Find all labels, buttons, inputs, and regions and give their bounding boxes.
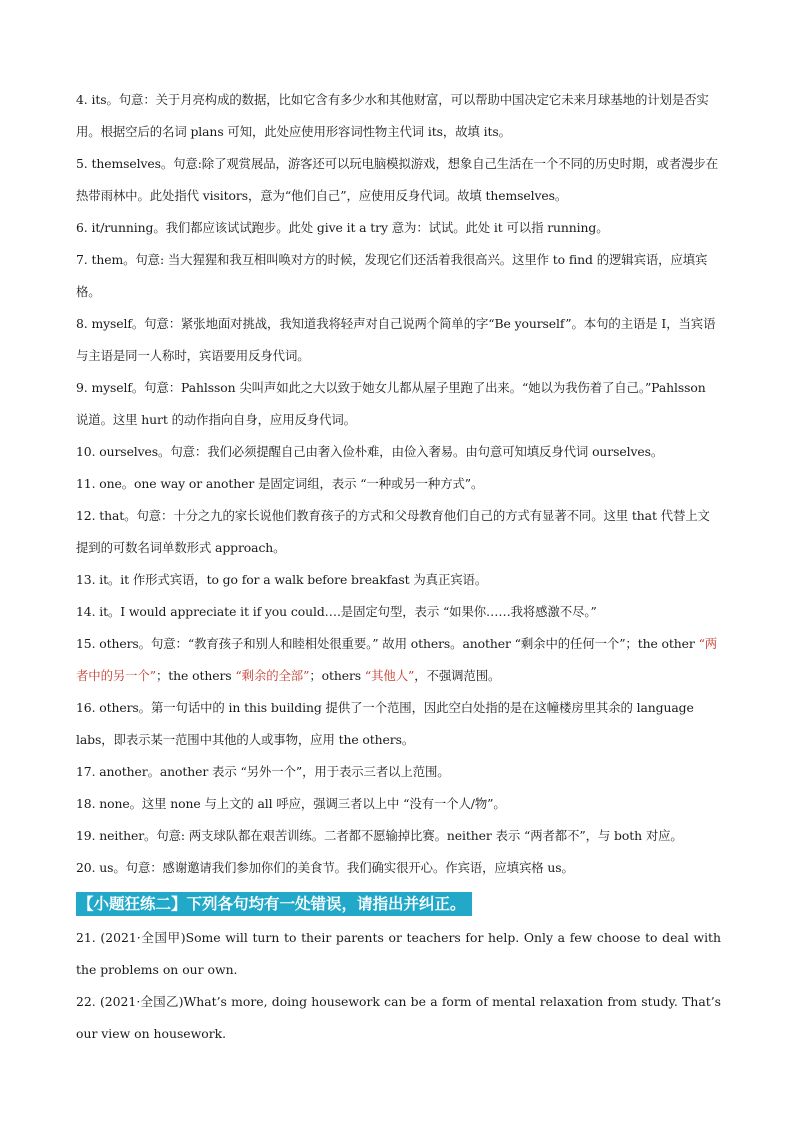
- answer-12: 12. that。句意：十分之九的家长说他们教育孩子的方式和父母教育他们自己的方式有显著不同。这里 that 代替上文提到的可数名词单数形式 approach。: [76, 508, 710, 555]
- answer-6: 6. it/running。我们都应该试试跑步。此处 give it a try 意为：试试。此处 it 可以指 running。: [76, 220, 609, 235]
- answer-7: 7. them。句意: 当大猩猩和我互相叫唤对方的时候，发现它们还活着我很高兴。这里作 to find 的逻辑宾语，应填宾格。: [76, 252, 708, 299]
- answer-15-text-c: ；others: [309, 668, 365, 683]
- answer-13: 13. it。it 作形式宾语，to go for a walk before breakfast 为真正宾语。: [76, 572, 488, 587]
- answer-16: 16. others。第一句话中的 in this building 提供了一个范围，因此空白处指的是在这幢楼房里其余的 language labs，即表示某一范围中其他的人或事物，应用 the others。: [76, 700, 694, 747]
- answer-14: 14. it。I would appreciate it if you could….是固定句型，表示 “如果你……我将感激不尽。”: [76, 604, 597, 619]
- answer-11: 11. one。one way or another 是固定词组，表示 “一种或另一种方式”。: [76, 476, 484, 491]
- answer-18: 18. none。这里 none 与上文的 all 呼应，强调三者以上中 “没有一个人/物”。: [76, 796, 506, 811]
- answer-15-highlight-1: “两者中的另一个”: [76, 636, 718, 683]
- answer-15-text-d: ，不强调范围。: [414, 668, 501, 683]
- answer-9: 9. myself。句意：Pahlsson 尖叫声如此之大以致于她女儿都从屋子里跑了出来。“她以为我伤着了自己。”Pahlsson 说道。这里 hurt 的动作指向自身，应用反身代词。: [76, 380, 706, 427]
- answer-10: 10. ourselves。句意：我们必须提醒自己由奢入俭朴难，由俭入奢易。由句意可知填反身代词 ourselves。: [76, 444, 664, 459]
- answer-20: 20. us。句意：感谢邀请我们参加你们的美食节。我们确实很开心。作宾语，应填宾格 us。: [76, 860, 574, 875]
- answer-15-text-b: ；the others: [155, 668, 236, 683]
- answer-19: 19. neither。句意: 两支球队都在艰苦训练。二者都不愿输掉比赛。neither 表示 “两者都不”，与 both 对应。: [76, 828, 683, 843]
- answer-15-highlight-3: “其他人”: [364, 668, 415, 683]
- question-22: 22. (2021·全国乙)What’s more, doing housework can be a form of mental relaxation from study. That’s our view on housework.: [76, 994, 721, 1041]
- answer-5: 5. themselves。句意:除了观赏展品，游客还可以玩电脑模拟游戏，想象自己生活在一个不同的历史时期，或者漫步在热带雨林中。此处指代 visitors，意为“他们自己”，应使用反身代词。故填 themselves。: [76, 156, 719, 203]
- section-banner: 【小题狂练二】下列各句均有一处错误，请指出并纠正。: [76, 892, 472, 916]
- answer-8: 8. myself。句意：紧张地面对挑战，我知道我将轻声对自己说两个简单的字“Be yourself”。本句的主语是 I，当宾语与主语是同一人称时，宾语要用反身代词。: [76, 316, 716, 363]
- question-21: 21. (2021·全国甲)Some will turn to their parents or teachers for help. Only a few choose to deal with the problems on our own.: [76, 930, 721, 977]
- answer-15-text-a: 15. others。句意：“教育孩子和别人和睦相处很重要。” 故用 others。another “剩余中的任何一个”；the other: [76, 636, 699, 651]
- document-page: [76, 84, 721, 1050]
- answer-15: [76, 628, 721, 692]
- answer-15-highlight-2: “剩余的全部”: [235, 668, 310, 683]
- answer-17: 17. another。another 表示 “另外一个”，用于表示三者以上范围。: [76, 764, 450, 779]
- answer-4: 4. its。句意：关于月亮构成的数据，比如它含有多少水和其他财富，可以帮助中国决定它未来月球基地的计划是否实用。根据空后的名词 plans 可知，此处应使用形容词性物主代词 its，故填 its。: [76, 92, 709, 139]
